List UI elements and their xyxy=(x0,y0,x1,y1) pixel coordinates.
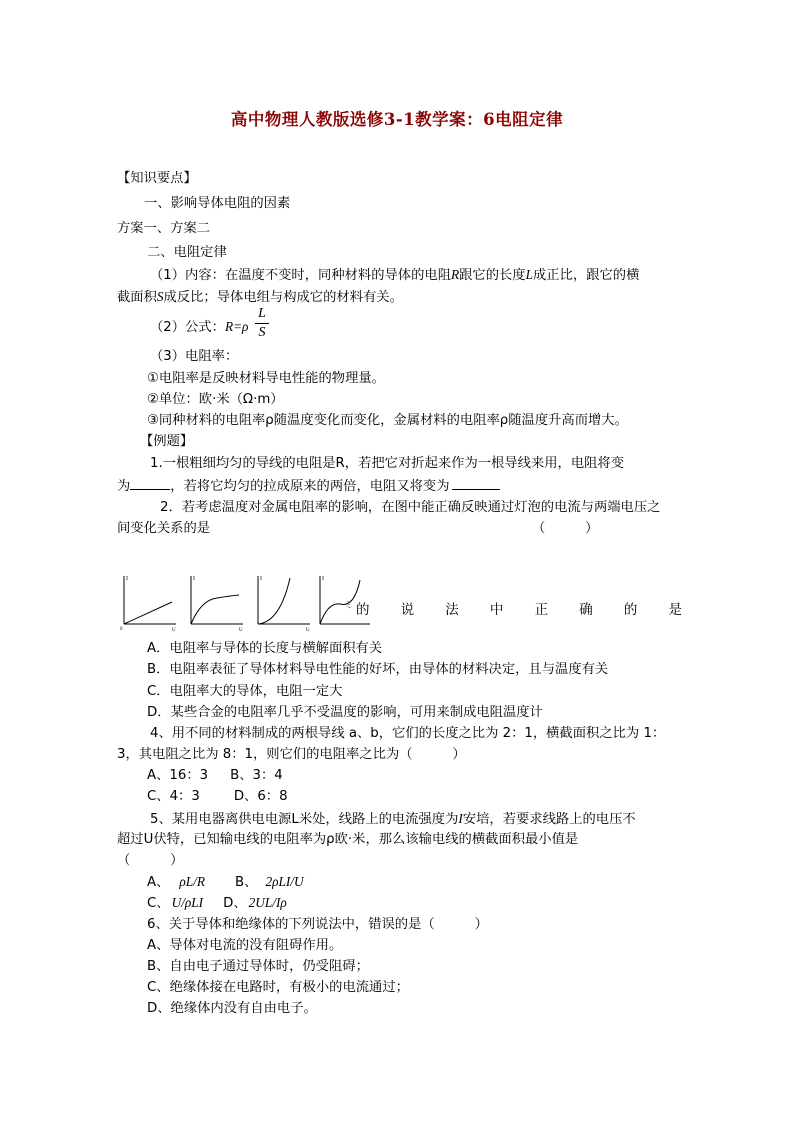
stem-char: 中 xyxy=(489,602,504,618)
answer-blank-1[interactable] xyxy=(130,477,170,490)
question-5-option-d-label: D、 xyxy=(223,896,247,911)
fraction-bar xyxy=(255,323,269,324)
formula-line xyxy=(150,318,248,336)
graph-c-curve xyxy=(258,578,290,624)
graph-b-y-label: I xyxy=(193,576,195,582)
stem-char: 的 xyxy=(623,602,638,618)
question-5-option-c-label: C、 xyxy=(147,896,170,911)
question-3-stem xyxy=(356,598,682,618)
graph-c-y-label: I xyxy=(260,576,262,582)
law-content-label: （1）内容：在温度不变时，同种材料的导体的电阻 xyxy=(150,268,451,283)
graph-a-x-label: U xyxy=(172,628,176,632)
formula-label: （2）公式： xyxy=(150,320,225,335)
graph-d-curve xyxy=(320,580,360,624)
graph-a-linear xyxy=(116,572,180,632)
question-5-part-b: 安培，若要求线路上的电压不 xyxy=(462,812,636,827)
question-4-option-a: A、16：3 xyxy=(147,768,209,783)
question-5-line1 xyxy=(150,810,636,828)
stem-char: 说 xyxy=(400,602,415,618)
question-3-cutoff-glyph: ミ xyxy=(344,601,354,611)
law-content-line1 xyxy=(150,266,639,284)
stem-char: 正 xyxy=(534,602,549,618)
graph-d-y-label: I xyxy=(322,576,324,582)
law-content-tail: 成反比；导体电组与构成它的材料有关。 xyxy=(163,290,403,305)
question-5-option-b-label: B、 xyxy=(235,875,258,890)
question-3-option-b: B．电阻率表征了导体材料导电性能的好坏，由导体的材料决定，且与温度有关 xyxy=(147,662,609,677)
graph-c-rising xyxy=(250,572,314,632)
question-5-options-ab xyxy=(147,873,304,891)
question-5-option-a-value: ρL/R xyxy=(179,874,206,889)
stem-char: 确 xyxy=(579,602,593,618)
question-3-option-c: C．电阻率大的导体，电阻一定大 xyxy=(147,684,343,699)
question-4-option-d: D、6：8 xyxy=(233,789,288,804)
question-4-option-c: C、4：3 xyxy=(147,789,200,804)
symbol-r: R xyxy=(451,267,460,282)
resistivity-item-2: ②单位：欧·米（Ω·m） xyxy=(147,392,284,407)
question-5-option-a-label: A、 xyxy=(147,875,170,890)
question-6-stem: 6、关于导体和绝缘体的下列说法中，错误的是（ ） xyxy=(147,917,488,932)
graph-b-curve xyxy=(191,595,239,624)
knowledge-header: 【知识要点】 xyxy=(117,171,197,186)
question-4-options-ab xyxy=(147,767,283,784)
resistivity-heading: （3）电阻率： xyxy=(150,349,239,364)
section-factors-heading: 一、影响导体电阻的因素 xyxy=(144,196,291,211)
resistivity-item-1: ①电阻率是反映材料导电性能的物理量。 xyxy=(147,371,385,386)
question-5-option-d-value: 2UL/Iρ xyxy=(248,895,287,910)
question-2-line2: 间变化关系的是 xyxy=(117,521,211,536)
question-5-part-a: 5、某用电器离供电电源L米处，线路上的电流强度为 xyxy=(150,812,459,827)
question-3-option-a: A．电阻率与导体的长度与横解面积有关 xyxy=(147,641,383,656)
formula-denominator: S xyxy=(258,325,266,340)
resistivity-item-3: ③同种材料的电阻率ρ随温度变化而变化，金属材料的电阻率ρ随温度升高而增大。 xyxy=(147,413,628,428)
question-6-option-c: C、绝缘体接在电路时，有极小的电流通过； xyxy=(147,980,409,995)
question-6-option-b: B、自由电子通过导体时，仍受阻碍； xyxy=(147,959,369,974)
graph-c-x-label: U xyxy=(306,628,310,632)
question-5-option-c-value: U/ρLI xyxy=(171,895,204,910)
formula-lhs: R=ρ xyxy=(224,319,249,334)
question-1-part-b: ，若将它均匀的拉成原来的两倍，电阻又将变为 xyxy=(170,479,450,494)
stem-char: 的 xyxy=(356,602,370,618)
plans-line: 方案一、方案二 xyxy=(117,221,211,236)
question-5-line2: 超过U伏特，已知输电线的电阻率为ρ欧·米，那么该输电线的横截面积最小值是 xyxy=(117,832,579,847)
graph-b-saturating xyxy=(183,572,247,632)
law-content-mid2: 成正比，跟它的横 xyxy=(533,268,640,283)
question-4-option-b: B、3：4 xyxy=(230,768,283,783)
law-content-line2 xyxy=(117,288,403,306)
question-5-options-cd xyxy=(147,894,287,912)
question-4-options-cd xyxy=(147,788,288,805)
symbol-s: S xyxy=(156,289,164,304)
question-1-part-a: 为 xyxy=(117,479,131,494)
question-6-option-d: D、绝缘体内没有自由电子。 xyxy=(147,1001,317,1016)
section-law-heading: 二、电阻定律 xyxy=(147,245,227,260)
question-3-option-d: D．某些合金的电阻率几乎不受温度的影响，可用来制成电阻温度计 xyxy=(147,705,543,720)
formula-fraction xyxy=(255,306,269,341)
question-5-option-b-value: 2ρLI/U xyxy=(265,874,304,889)
document-title: 高中物理人教版选修3-1教学案：6电阻定律 xyxy=(230,110,564,129)
question-1-line2 xyxy=(117,477,500,495)
graph-a-y-label: I xyxy=(126,576,128,582)
graph-a-curve xyxy=(124,602,172,624)
graph-a-origin: 0 xyxy=(120,627,123,632)
law-content-mid1: 跟它的长度 xyxy=(459,268,526,283)
answer-blank-2[interactable] xyxy=(452,477,500,490)
symbol-i: I xyxy=(458,811,463,826)
graph-b-x-label: U xyxy=(239,628,243,632)
question-4-line1: 4、用不同的材料制成的两根导线 a、b，它们的长度之比为 2：1，横截面积之比为 1： xyxy=(150,726,666,741)
question-4-line2: 3，其电阻之比为 8：1，则它们的电阻率之比为（ ） xyxy=(117,747,466,762)
question-6-option-a: A、导体对电流的没有阻碍作用。 xyxy=(147,938,343,953)
example-header: 【例题】 xyxy=(140,434,194,449)
law-content-area: 截面积 xyxy=(117,290,157,305)
formula-numerator: L xyxy=(258,306,266,321)
question-1-line1: 1.一根粗细均匀的导线的电阻是R，若把它对折起来作为一根导线来用，电阻将变 xyxy=(150,456,625,471)
question-2-answer-paren: （ ） xyxy=(532,521,599,536)
question-5-answer-paren: （ ） xyxy=(117,853,184,868)
stem-char: 是 xyxy=(668,602,682,618)
question-2-line1: 2．若考虑温度对金属电阻率的影响，在图中能正确反映通过灯泡的电流与两端电压之 xyxy=(160,500,661,515)
symbol-l: L xyxy=(525,267,534,282)
stem-char: 法 xyxy=(445,602,459,618)
